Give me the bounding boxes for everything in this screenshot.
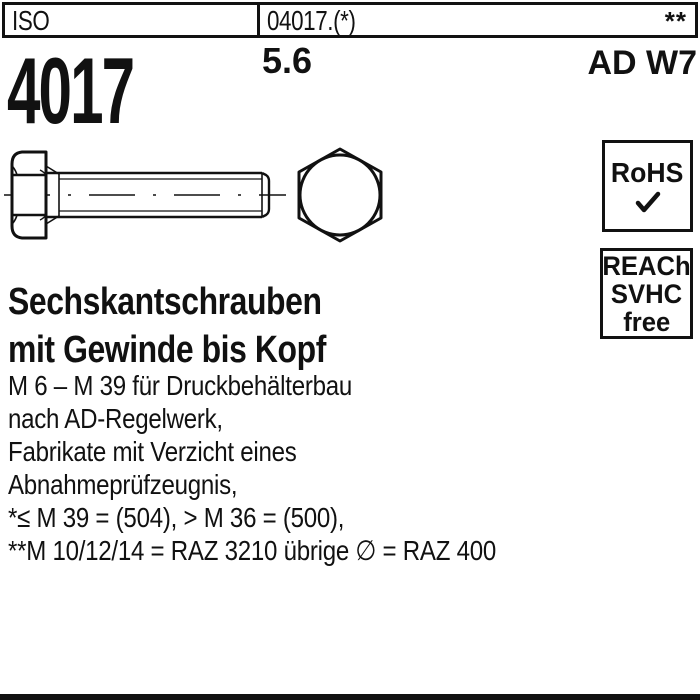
approval-code-label: AD W7 bbox=[587, 44, 697, 82]
reach-badge bbox=[600, 248, 693, 339]
article-code-box bbox=[257, 2, 698, 38]
product-description bbox=[8, 369, 575, 567]
product-title-line-2: mit Gewinde bis Kopf bbox=[8, 329, 326, 371]
description-line: **M 10/12/14 = RAZ 3210 übrige ∅ = RAZ 400 bbox=[8, 535, 497, 566]
bolt-front-view bbox=[299, 149, 381, 241]
footnote-marker: ** bbox=[664, 6, 687, 36]
bolt-head-outline bbox=[12, 152, 46, 238]
reach-line-1: REACh bbox=[602, 250, 691, 281]
reach-line-2: SVHC bbox=[610, 278, 683, 309]
hex-outline bbox=[299, 149, 381, 241]
description-line: Abnahmeprüfzeugnis, bbox=[8, 469, 238, 500]
check-icon bbox=[633, 190, 663, 214]
description-line: *≤ M 39 = (504), > M 36 = (500), bbox=[8, 502, 345, 533]
iso-header-box bbox=[2, 2, 260, 38]
bolt-side-view bbox=[12, 152, 269, 238]
standard-number: 4017 bbox=[7, 38, 134, 143]
bottom-edge-bar bbox=[0, 694, 700, 700]
reach-line-3: free bbox=[622, 306, 671, 337]
description-line: nach AD-Regelwerk, bbox=[8, 403, 223, 434]
rohs-badge bbox=[602, 140, 693, 232]
rohs-label: RoHS bbox=[611, 156, 684, 188]
strength-class-label: 5.6 bbox=[262, 40, 313, 81]
article-code-label: 04017.(*) bbox=[267, 5, 356, 36]
description-line: M 6 – M 39 für Druckbehälterbau bbox=[8, 370, 353, 401]
product-title bbox=[8, 278, 386, 374]
hex-bolt-technical-drawing bbox=[0, 140, 400, 250]
description-line: Fabrikate mit Verzicht eines bbox=[8, 436, 297, 467]
product-title-line-1: Sechskantschrauben bbox=[8, 281, 322, 323]
standard-org-label: ISO bbox=[12, 5, 50, 36]
